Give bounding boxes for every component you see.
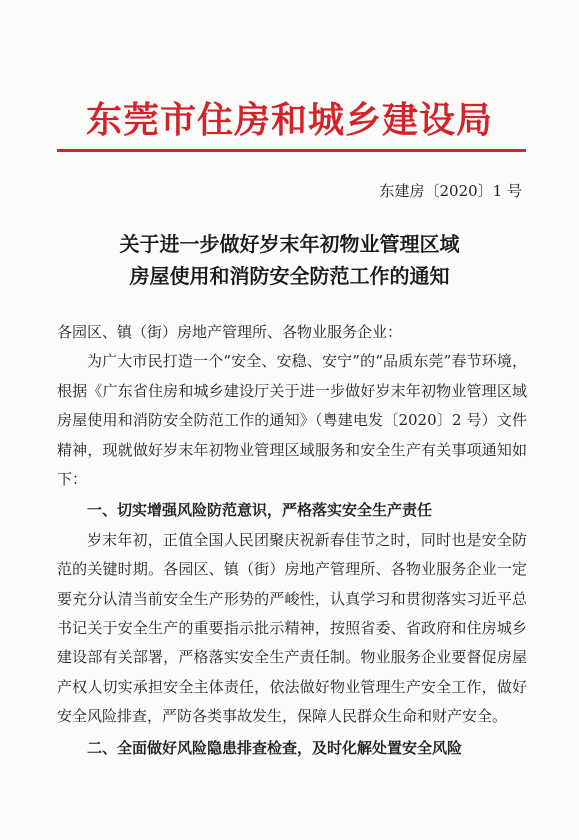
salutation: 各园区、镇（街）房地产管理所、各物业服务企业： — [57, 323, 403, 341]
letterhead-red-rule — [57, 149, 526, 152]
section-2-heading: 二、全面做好风险隐患排查检查，及时化解处置安全风险 — [87, 738, 463, 757]
intro-paragraph: 为广大市民打造一个“安全、安稳、安宁”的“品质东莞”春节环境，根据《广东省住房和城乡建设厅关于进一步做好岁末年初物业管理区域房屋使用和消防安全防范工作的通知》（粤建电发〔2020〕2 号）文件精神，现就做好岁末年初物业管理区域服务和安全生产有关事项通知如下： — [57, 352, 527, 489]
notice-title-line-1: 关于进一步做好岁末年初物业管理区域 — [119, 232, 460, 256]
agency-letterhead-title: 东莞市住房和城乡建设局 — [85, 99, 493, 141]
section-1-heading: 一、切实增强风险防范意识，严格落实安全生产责任 — [87, 501, 433, 520]
section-1-paragraph: 岁末年初，正值全国人民团聚庆祝新春佳节之时，同时也是安全防范的关键时期。各园区、镇（街）房地产管理所、各物业服务企业一定要充分认清当前安全生产形势的严峻性，认真学习和贯彻落实习近平总书记关于安全生产的重要指示批示精神，按照省委、省政府和住房城乡建设部有关部署，严格落实安全生产责任制。物业服务企业要督促房屋产权人切实承担安全主体责任，依法做好物业管理生产安全工作，做好安全风险排查，严防各类事故发生，保障人民群众生命和财产安全。 — [57, 530, 527, 726]
document-number: 东建房〔2020〕1 号 — [379, 182, 522, 200]
notice-body — [57, 318, 527, 763]
notice-title-line-2: 房屋使用和消防安全防范工作的通知 — [129, 264, 450, 288]
notice-title — [0, 228, 579, 292]
